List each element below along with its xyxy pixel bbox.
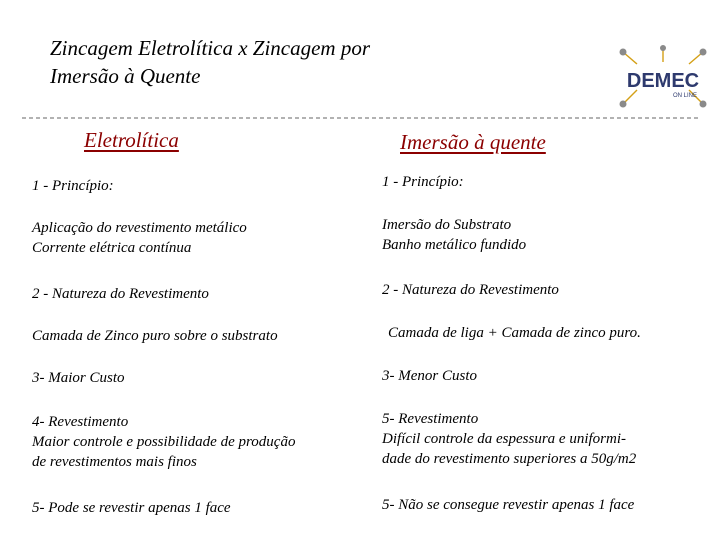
right-column-heading: Imersão à quente <box>400 130 546 154</box>
slide-title-line-1: Zincagem Eletrolítica x Zincagem por <box>50 36 371 60</box>
right-revestimento-line-1: 5- Revestimento <box>382 411 479 427</box>
left-revestimento-line-3: de revestimentos mais finos <box>32 454 197 470</box>
left-custo: 3- Maior Custo <box>32 370 125 386</box>
right-revestimento-line-3: dade do revestimento superiores a 50g/m2 <box>382 451 637 467</box>
left-revestimento-line-1: 4- Revestimento <box>32 414 129 430</box>
right-revestimento-line-2: Difícil controle da espessura e uniformi- <box>382 431 626 447</box>
logo-tagline: ON LINE <box>672 93 698 99</box>
logo-name: DEMEC <box>626 70 700 92</box>
slide-title-line-2: Imersão à Quente <box>50 64 201 88</box>
right-imersao <box>382 215 526 255</box>
right-custo: 3- Menor Custo <box>382 368 477 384</box>
left-camada: Camada de Zinco puro sobre o substrato <box>32 328 278 344</box>
left-revestimento-line-2: Maior controle e possibilidade de produção <box>32 434 296 450</box>
left-face: 5- Pode se revestir apenas 1 face <box>32 500 231 516</box>
right-camada: Camada de liga + Camada de zinco puro. <box>388 325 641 341</box>
demec-logo <box>615 42 711 112</box>
title-divider <box>22 114 700 122</box>
left-aplicacao-line-2: Corrente elétrica contínua <box>32 240 192 256</box>
left-aplicacao <box>32 218 247 258</box>
right-natureza: 2 - Natureza do Revestimento <box>382 282 559 298</box>
right-imersao-line-1: Imersão do Substrato <box>382 217 512 233</box>
right-principio: 1 - Princípio: <box>382 174 464 190</box>
left-column-heading: Eletrolítica <box>84 128 179 152</box>
left-revestimento <box>32 412 295 472</box>
right-imersao-line-2: Banho metálico fundido <box>382 237 527 253</box>
right-face: 5- Não se consegue revestir apenas 1 face <box>382 497 635 513</box>
left-aplicacao-line-1: Aplicação do revestimento metálico <box>32 220 247 236</box>
right-revestimento <box>382 409 636 469</box>
left-natureza: 2 - Natureza do Revestimento <box>32 286 209 302</box>
left-principio: 1 - Princípio: <box>32 178 114 194</box>
slide-title <box>50 34 370 90</box>
